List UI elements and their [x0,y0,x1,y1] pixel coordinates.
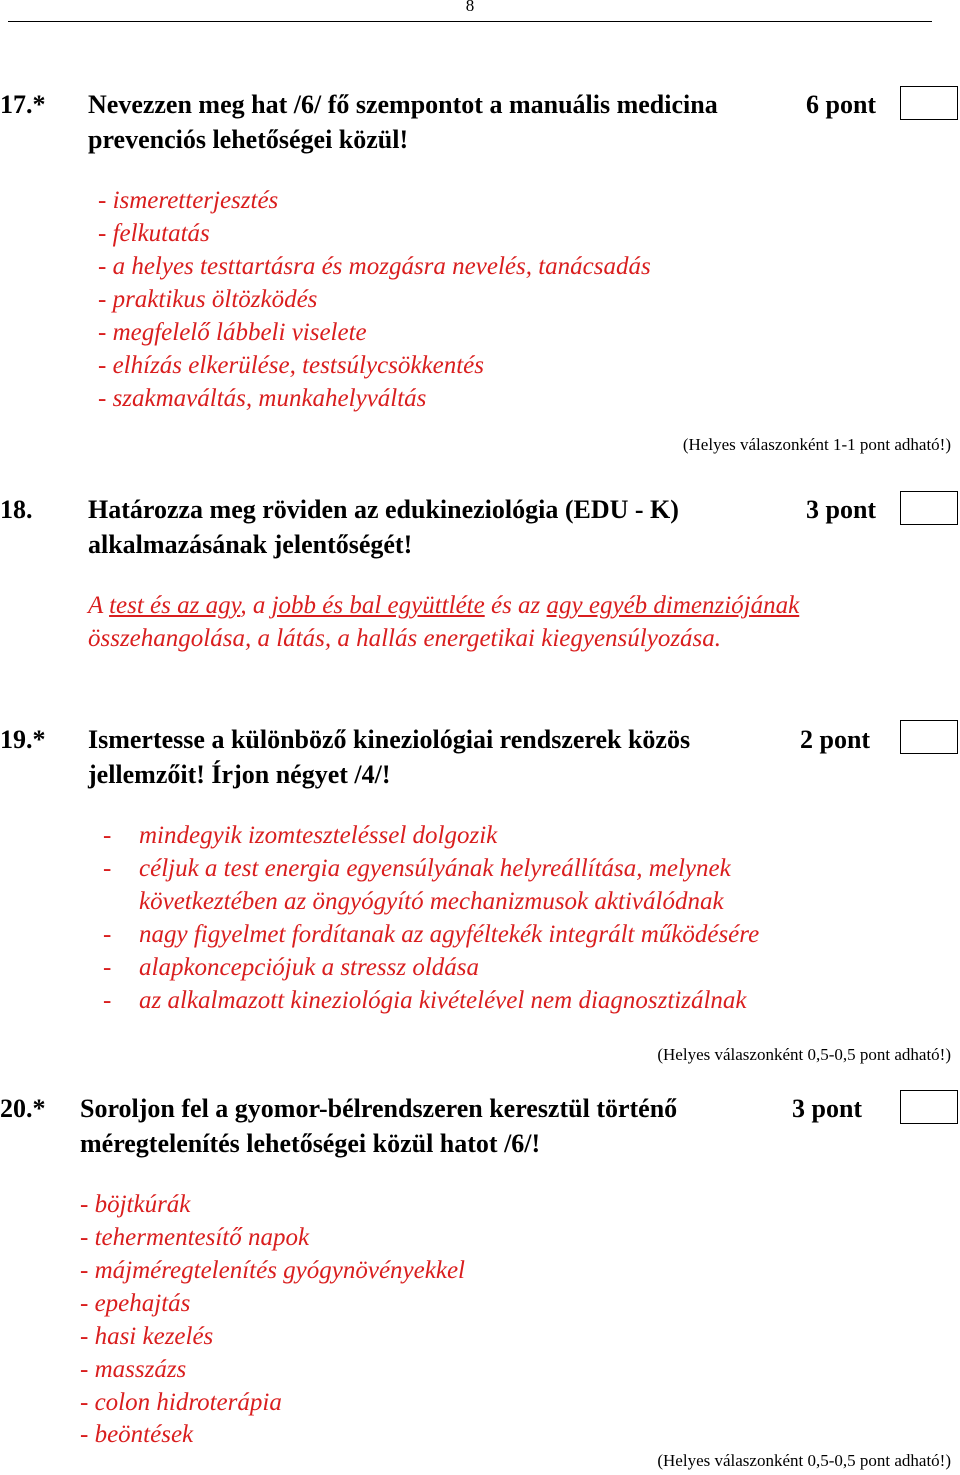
q20-score-box[interactable] [900,1090,958,1124]
q18-answer-line2: összehangolása, a látás, a hallás energetikai kiegyensúlyozása. [88,625,722,652]
q19-dash-2: - [103,855,112,882]
q18-answer-part-4: jobb és bal együttléte [271,592,485,619]
q20-answer-4: - epehajtás [80,1290,191,1317]
q19-answer-3: nagy figyelmet fordítanak az agyféltekék integrált működésére [139,921,760,948]
q20-points: 3 pont [792,1094,863,1123]
q18-text-line2: alkalmazásának jelentőségét! [88,530,413,559]
q20-answer-7: - colon hidroterápia [80,1389,282,1416]
q19-score-box[interactable] [900,720,958,754]
q18-points: 3 pont [806,495,877,524]
page-number: 8 [465,0,475,15]
q17-answer-6: - elhízás elkerülése, testsúlycsökkentés [98,352,484,379]
q18-answer-part-1: A [88,592,110,619]
q17-number: 17.* [0,90,46,119]
q20-text-line2: méregtelenítés lehetőségei közül hatot /6/! [80,1129,541,1158]
q19-points: 2 pont [800,725,871,754]
q19-scoring-note: (Helyes válaszonként 0,5-0,5 pont adható!) [657,1045,951,1064]
q17-score-box[interactable] [900,86,958,120]
q17-answer-3: - a helyes testtartásra és mozgásra nevelés, tanácsadás [98,253,651,280]
q19-answer-5: az alkalmazott kineziológia kivételével nem diagnosztizálnak [139,987,747,1014]
q18-answer-part-3: , a [240,592,272,619]
q18-text-line1: Határozza meg röviden az edukineziológia (EDU - K) [88,495,679,524]
q17-answer-2: - felkutatás [98,220,210,247]
q19-answer-4: alapkoncepciójuk a stressz oldása [139,954,480,981]
q20-number: 20.* [0,1094,46,1123]
q20-answer-8: - beöntések [80,1421,194,1448]
q18-answer-part-5: és az [484,592,547,619]
q19-text-line2: jellemzőit! Írjon négyet /4/! [88,760,391,789]
q19-dash-5: - [103,987,112,1014]
q17-answer-4: - praktikus öltözködés [98,286,318,313]
q19-dash-3: - [103,921,112,948]
q20-answer-6: - masszázs [80,1356,187,1383]
header-rule [8,21,932,22]
q18-number: 18. [0,495,33,524]
q20-answer-3: - májméregtelenítés gyógynövényekkel [80,1257,465,1284]
q17-answer-1: - ismeretterjesztés [98,187,279,214]
q17-scoring-note: (Helyes válaszonként 1-1 pont adható!) [682,435,951,454]
q17-points: 6 pont [806,90,877,119]
q19-answer-2: céljuk a test energia egyensúlyának helyreállítása, melynek [139,855,731,882]
q19-dash-4: - [103,954,112,981]
q19-text-line1: Ismertesse a különböző kineziológiai rendszerek közös [88,725,691,754]
q18-answer-part-6: agy egyéb dimenziójának [546,592,800,619]
q18-answer-line1 [88,589,799,622]
q19-number: 19.* [0,725,46,754]
q17-answer-5: - megfelelő lábbeli viselete [98,319,367,346]
q20-text-line1: Soroljon fel a gyomor-bélrendszeren keresztül történő [80,1094,678,1123]
q19-dash-1: - [103,822,112,849]
q20-answer-1: - böjtkúrák [80,1191,191,1218]
q20-answer-5: - hasi kezelés [80,1323,214,1350]
q18-score-box[interactable] [900,491,958,525]
q17-text-line2: prevenciós lehetőségei közül! [88,125,409,154]
q19-answer-1: mindegyik izomteszteléssel dolgozik [139,822,498,849]
q20-scoring-note: (Helyes válaszonként 0,5-0,5 pont adható!) [657,1451,951,1470]
q20-answer-2: - tehermentesítő napok [80,1224,310,1251]
q17-answer-7: - szakmaváltás, munkahelyváltás [98,385,427,412]
q17-text-line1: Nevezzen meg hat /6/ fő szempontot a manuális medicina [88,90,718,119]
q19-answer-2-cont: következtében az öngyógyító mechanizmusok aktiválódnak [139,888,724,915]
q18-answer-part-2: test és az agy [109,592,241,619]
